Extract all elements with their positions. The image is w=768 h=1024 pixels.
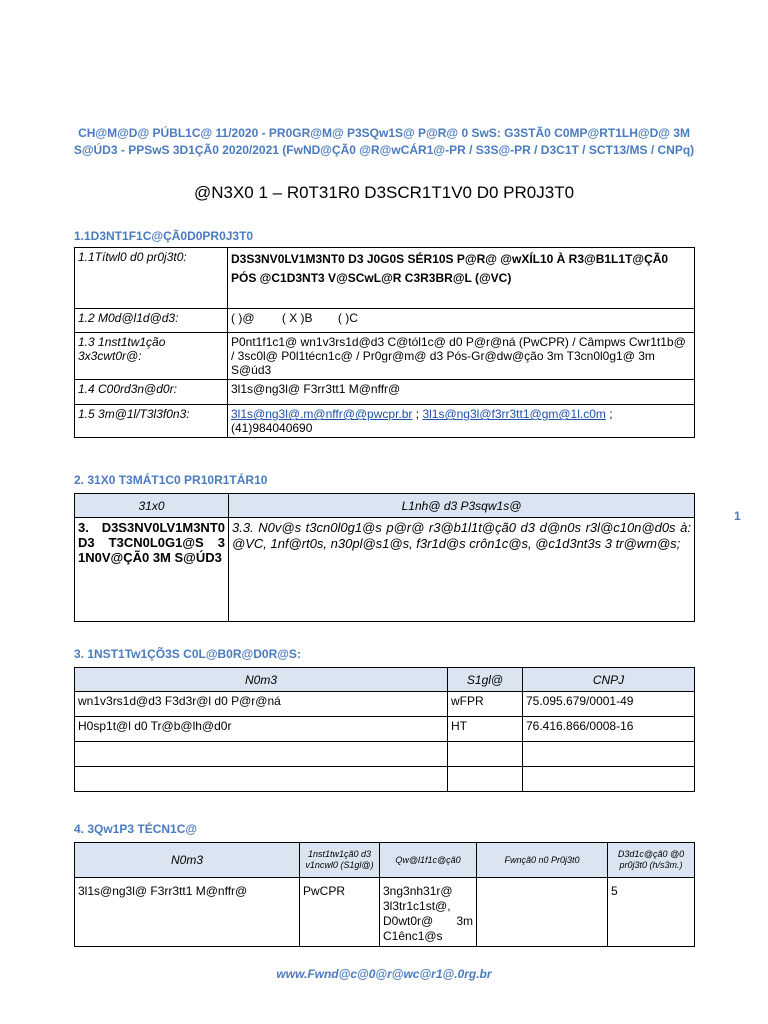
coordinator-label: 1.4 C00rd3n@d0r: — [75, 380, 228, 405]
call-header-line2: S@ÚD3 - PPSwS 3D1ÇÃ0 2020/2021 (FwND@ÇÃ0 @R@wCÁR1@-PR / S3S@-PR / D3C1T / SCT13/MS / CNPq) — [73, 143, 695, 157]
call-header — [70, 125, 698, 159]
inst-acronym-header: S1gl@ — [448, 668, 523, 692]
inst-name: H0sp1t@l d0 Tr@b@lh@d0r — [75, 717, 448, 742]
coordinator-value: 3l1s@ng3l@ F3rr3tt1 M@nffr@ — [228, 380, 695, 405]
inst-cnpj — [523, 767, 695, 792]
team-member-role — [477, 878, 608, 947]
section4-title: 4. 3Qw1P3 TÉCN1C@ — [74, 822, 198, 836]
title-value: D3S3NV0LV1M3NT0 D3 J0G0S SÉR10S P@R@ @wXÍL10 À R3@B1L1T@ÇÃ0 PÓS @C1D3NT3 V@SCwL@R C3R3BR@L (@VC) — [228, 248, 695, 309]
institution-label: 1.3 1nst1tw1ção 3x3cwt0r@: — [75, 333, 228, 380]
project-identification-table — [74, 247, 695, 438]
title-label: 1.1Títwl0 d0 pr0j3t0: — [75, 248, 228, 309]
team-name-header: N0m3 — [75, 843, 300, 878]
table-row — [75, 767, 695, 792]
table-row — [75, 878, 695, 947]
email-label: 1.5 3m@1l/T3l3f0n3: — [75, 405, 228, 438]
footer-website: www.Fwnd@c@0@r@wc@r1@.0rg.br — [276, 967, 492, 981]
team-member-dedication: 5 — [608, 878, 695, 947]
team-dedication-header: D3d1c@çã0 @0 pr0j3t0 (h/s3m.) — [608, 843, 695, 878]
technical-team-table — [74, 842, 695, 947]
section2-title: 2. 31X0 T3MÁT1C0 PR10R1TÁR10 — [74, 473, 268, 487]
mode-option-b: ( X )B — [281, 311, 313, 325]
mode-label: 1.2 M0d@l1d@d3: — [75, 309, 228, 333]
annex-title: @N3X0 1 – R0T31R0 D3SCR1T1V0 D0 PR0J3T0 — [193, 183, 575, 202]
research-line-header: L1nh@ d3 P3sqw1s@ — [229, 494, 695, 518]
page-number: 1 — [734, 509, 741, 523]
inst-cnpj: 75.095.679/0001-49 — [523, 692, 695, 717]
email-separator: ; — [412, 407, 423, 421]
table-row — [75, 717, 695, 742]
inst-name — [75, 742, 448, 767]
institution-value: P0nt1f1c1@ wn1v3rs1d@d3 C@tól1c@ d0 P@r@ná (PwCPR) / Câmpws Cwr1t1b@ / 3sc0l@ P0l1técn1c@ / Pr0gr@m@ d3 Pós-Gr@dw@ção 3m T3cn0l0g1@ 3m S@úd3 — [228, 333, 695, 380]
email-link-1[interactable]: 3l1s@ng3l@.m@nffr@@pwcpr.br — [231, 407, 413, 421]
inst-name — [75, 767, 448, 792]
team-member-name: 3l1s@ng3l@ F3rr3tt1 M@nffr@ — [75, 878, 300, 947]
section3-title: 3. 1NST1Tw1ÇÕ3S C0L@B0R@D0R@S: — [74, 647, 301, 661]
mode-option-a: ( )@ — [231, 311, 255, 325]
team-institution-header: 1nst1tw1çã0 d3 v1ncwl0 (S1gl@) — [300, 843, 380, 878]
inst-name: wn1v3rs1d@d3 F3d3r@l d0 P@r@ná — [75, 692, 448, 717]
thematic-axis-table — [74, 493, 695, 622]
table-row — [75, 692, 695, 717]
email-link-2[interactable]: 3l1s@ng3l@f3rr3tt1@gm@1l.c0m — [422, 407, 606, 421]
inst-acronym — [448, 742, 523, 767]
call-header-line1: CH@M@D@ PÚBL1C@ 11/2020 - PR0GR@M@ P3SQw1S@ P@R@ 0 SwS: G3STÃ0 C0MP@RT1LH@D@ 3M — [78, 126, 690, 140]
inst-cnpj — [523, 742, 695, 767]
axis-value: 3. D3S3NV0LV1M3NT0 D3 T3CN0L0G1@S 3 1N0V@ÇÃ0 3M S@ÚD3 — [75, 518, 229, 622]
table-row — [75, 742, 695, 767]
mode-option-c: ( )C — [337, 311, 358, 325]
team-member-institution: PwCPR — [300, 878, 380, 947]
phone-value: ; (41)984040690 — [231, 407, 613, 435]
inst-acronym: HT — [448, 717, 523, 742]
research-line-value: 3.3. N0v@s t3cn0l0g1@s p@r@ r3@b1l1t@çã0 d3 d@n0s r3l@c10n@d0s à: @VC, 1nf@rt0s, n30pl@s1@s, f3r1d@s crôn1c@s, @c1d3nt3s 3 tr@wm@s; — [229, 518, 695, 622]
inst-acronym — [448, 767, 523, 792]
team-qualification-header: Qw@l1f1c@çã0 — [380, 843, 477, 878]
section1-title: 1.1D3NT1F1C@ÇÃ0D0PR0J3T0 — [74, 229, 254, 243]
inst-name-header: N0m3 — [75, 668, 448, 692]
email-phone-value — [228, 405, 695, 438]
axis-header: 31x0 — [75, 494, 229, 518]
team-role-header: Fwnçã0 n0 Pr0j3t0 — [477, 843, 608, 878]
mode-options — [228, 309, 695, 333]
team-member-qualification: 3ng3nh31r@ 3l3tr1c1st@, D0wt0r@ 3m C1ênc1@s — [380, 878, 477, 947]
inst-cnpj: 76.416.866/0008-16 — [523, 717, 695, 742]
inst-cnpj-header: CNPJ — [523, 668, 695, 692]
collaborating-institutions-table — [74, 667, 695, 792]
inst-acronym: wFPR — [448, 692, 523, 717]
